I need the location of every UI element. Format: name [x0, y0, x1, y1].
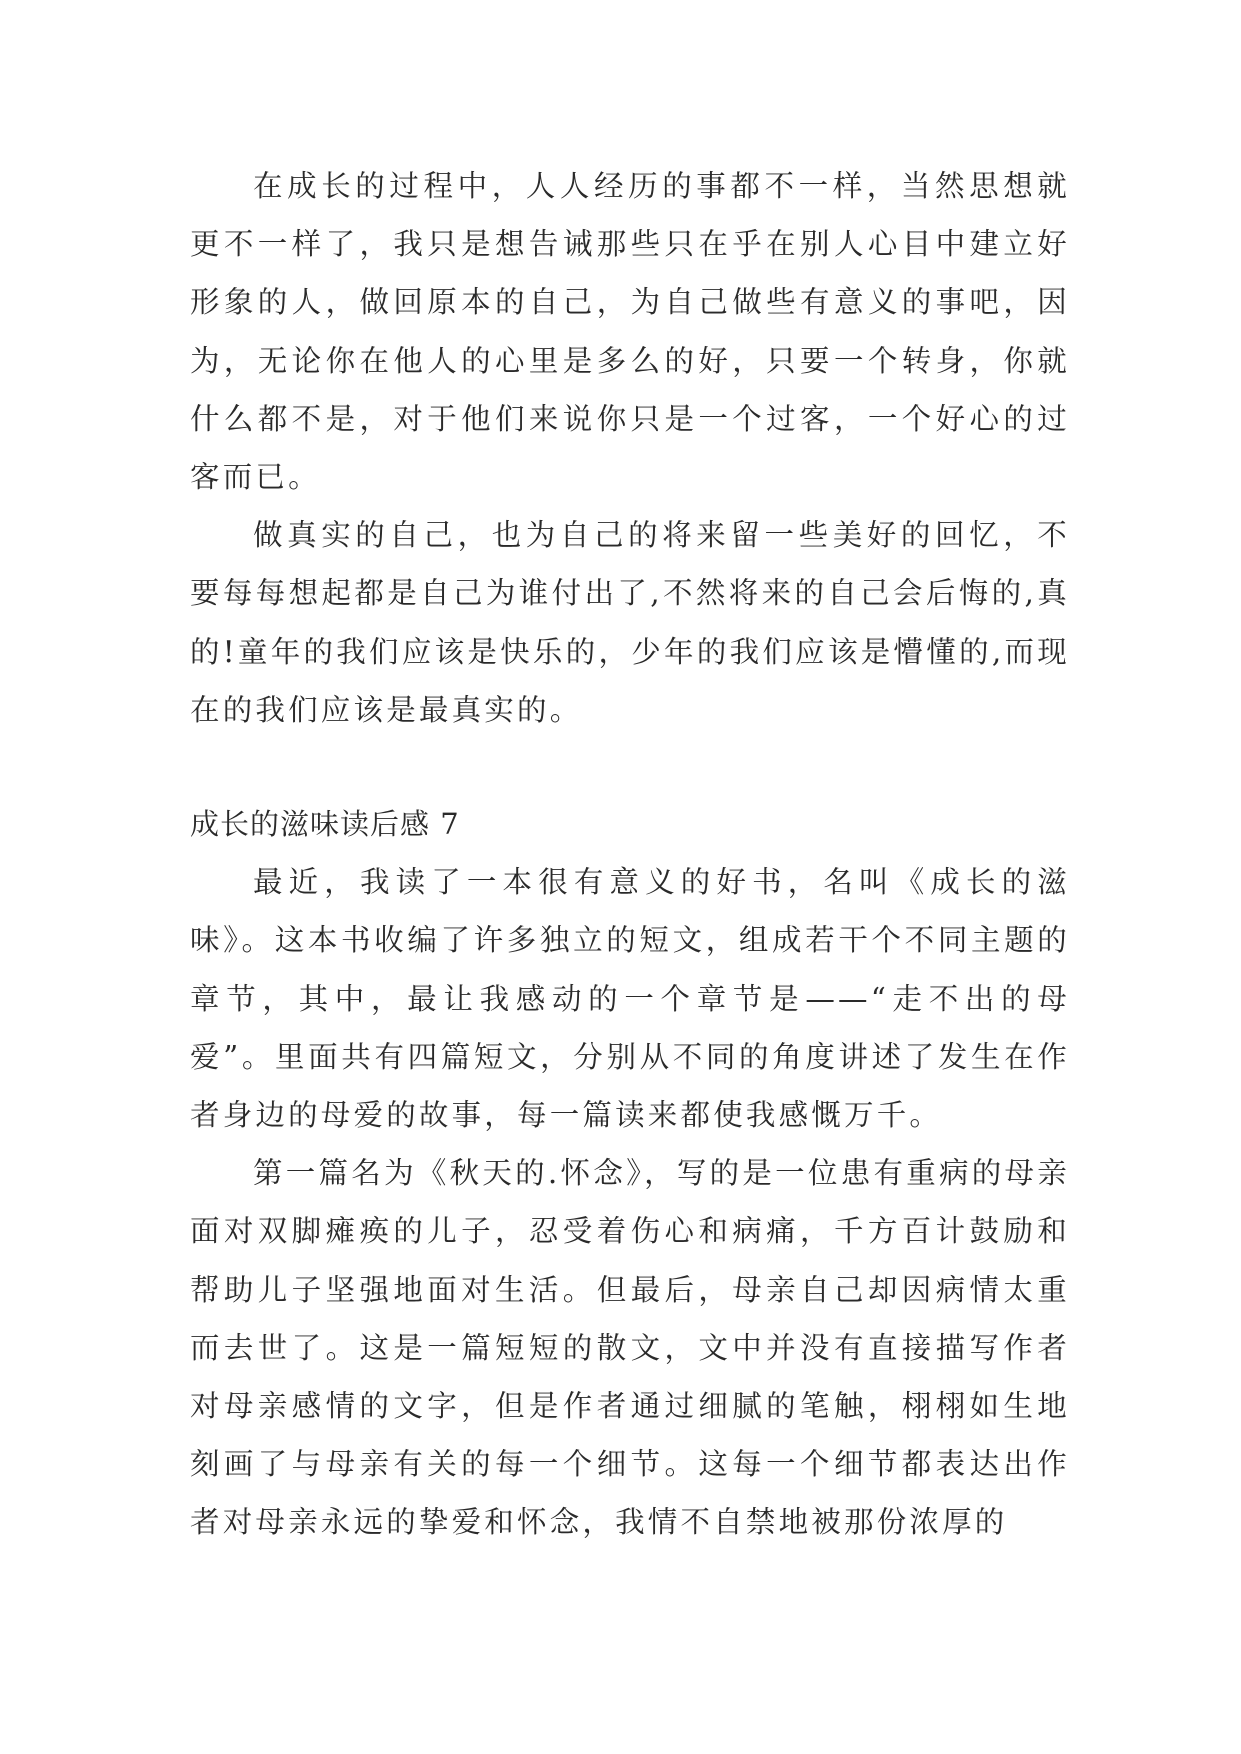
section-heading: 成长的滋味读后感 7	[190, 807, 460, 842]
paragraph-growing-up-thoughts: 在成长的过程中，人人经历的事都不一样，当然思想就更不一样了，我只是想告诫那些只在乎在别人心目中建立好形象的人，做回原本的自己，为自己做些有意义的事吧，因为，无论你在他人的心里是多么的好，只要一个转身，你就什么都不是，对于他们来说你只是一个过客，一个好心的过客而已。	[190, 169, 1070, 495]
paragraph-first-essay: 第一篇名为《秋天的.怀念》，写的是一位患有重病的母亲面对双脚瘫痪的儿子，忍受着伤心和病痛，千方百计鼓励和帮助儿子坚强地面对生活。但最后，母亲自己却因病情太重而去世了。这是一篇短短的散文，文中并没有直接描写作者对母亲感情的文字，但是作者通过细腻的笔触，栩栩如生地刻画了与母亲有关的每一个细节。这每一个细节都表达出作者对母亲永远的挚爱和怀念，我情不自禁地被那份浓厚的	[190, 1156, 1070, 1540]
paragraph-book-intro: 最近，我读了一本很有意义的好书，名叫《成长的滋味》。这本书收编了许多独立的短文，组成若干个不同主题的章节，其中，最让我感动的一个章节是——“走不出的母爱”。里面共有四篇短文，分别从不同的角度讲述了发生在作者身边的母爱的故事，每一篇读来都使我感慨万千。	[190, 865, 1070, 1133]
paragraph-be-true-self: 做真实的自己，也为自己的将来留一些美好的回忆，不要每每想起都是自己为谁付出了,不然将来的自己会后悔的,真的!童年的我们应该是快乐的，少年的我们应该是懵懂的,而现在的我们应该是最真实的。	[190, 518, 1070, 727]
document-body	[190, 157, 1070, 1552]
